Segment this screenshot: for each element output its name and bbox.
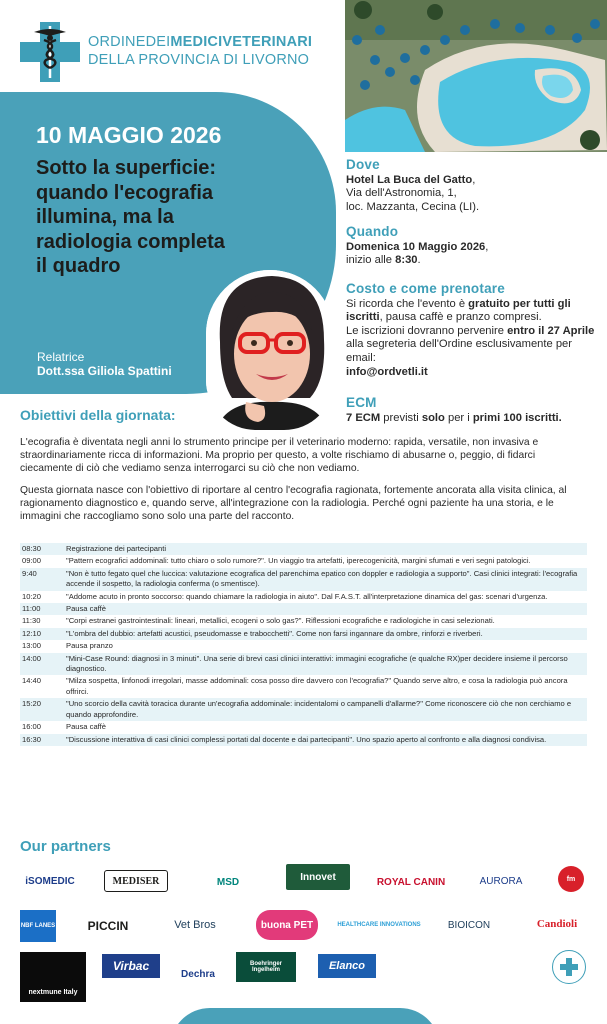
logo-line-1: ORDINEDEIMEDICIVETERINARI	[88, 34, 313, 50]
partner-logo-aurora: AURORA	[479, 875, 523, 887]
schedule-description: "L'ombra del dubbio: artefatti acustici, pseudomasse e trabocchetti". Come non farsi ingannare da ombre, rinforzi e riverberi.	[66, 628, 483, 638]
schedule-description: "Discussione interattiva di casi clinici complessi portati dal docente e dai partecipanti". Uno spazio aperto al confronto e alla diagnosi condivisa.	[66, 734, 547, 744]
obiettivi-paragraph-1: L'ecografia è diventata negli anni lo strumento principe per il veterinario moderno: rapida, versatile, non invasiva e straordinariamente ricca di informazioni. Ma proprio per questo, a volte rischiamo di abusarne o, peggio, di fidarci ciecamente di ciò che vediamo senza interrogarci su ciò che non vediamo.	[20, 437, 539, 474]
partner-logo-pets: fm	[558, 866, 584, 892]
schedule-time: 11:00	[22, 604, 41, 614]
schedule-description: "Milza sospetta, linfonodi irregolari, masse addominali: cosa posso dire davvero con l'ecografia?" Quando serve altro, e cosa la radiologia può ancora offrirci.	[66, 676, 568, 696]
partner-logo-piccin: PICCIN	[87, 919, 129, 933]
partner-logo-virbac: Virbac	[102, 954, 160, 978]
schedule-row	[20, 615, 587, 627]
partner-logo-elanco: Elanco	[318, 954, 376, 978]
schedule-time: 11:30	[22, 616, 41, 626]
obiettivi-heading: Obiettivi della giornata:	[20, 407, 176, 423]
schedule-row	[20, 591, 587, 603]
schedule-row	[20, 698, 587, 721]
schedule-row	[20, 568, 587, 591]
schedule-table	[20, 543, 587, 746]
speaker-name: Dott.ssa Giliola Spattini	[37, 364, 172, 378]
ecm-heading: ECM	[346, 395, 377, 410]
costo-paragraph-2: Le iscrizioni dovranno pervenire entro il 27 Aprile alla segreteria dell'Ordine esclusivamente per email:	[346, 324, 595, 364]
partners-heading: Our partners	[20, 838, 111, 855]
partner-logo-isomedic: iSOMEDIC	[25, 875, 75, 887]
event-day: Domenica 10 Maggio 2026	[346, 240, 486, 253]
schedule-time: 9:40	[22, 568, 37, 578]
venue-address-2: loc. Mazzanta, Cecina (LI).	[346, 200, 480, 213]
partner-logo-mediser: MEDISER	[104, 870, 168, 892]
ecm-section	[346, 396, 596, 425]
venue-address-1: Via dell'Astronomia, 1,	[346, 187, 457, 200]
schedule-time: 15:20	[22, 699, 42, 709]
quando-section: Quando Domenica 10 Maggio 2026, inizio alle 8:30.	[346, 225, 596, 268]
start-time: 8:30	[395, 254, 418, 267]
event-date: 10 MAGGIO 2026	[36, 122, 222, 148]
dove-section: Dove Hotel La Buca del Gatto, Via dell'Astronomia, 1, loc. Mazzanta, Cecina (LI).	[346, 158, 596, 214]
schedule-description: Registrazione dei partecipanti	[66, 544, 167, 553]
schedule-description: Pausa pranzo	[66, 641, 113, 651]
schedule-row	[20, 640, 587, 652]
ordine-seal-icon	[552, 950, 586, 984]
obiettivi-paragraph-2: Questa giornata nasce con l'obiettivo di riportare al centro l'ecografia ragionata, fortemente ancorata alla visita clinica, al ragionamento diagnostico e, quando serve, all'integrazione con la radiologia. Perché ogni paziente ha una storia, e le immagini che raccogliamo sono solo una parte del racconto.	[20, 485, 567, 522]
logo-line-2: DELLA PROVINCIA DI LIVORNO	[88, 52, 310, 68]
schedule-description: "Mini-Case Round: diagnosi in 3 minuti". Una serie di brevi casi clinici interattivi: immagini ecografiche (e qualche RX)per decidere insieme il percorso diagnostico.	[66, 653, 568, 674]
partner-logo-nextmune: nextmune Italy	[20, 952, 86, 1002]
schedule-description: Pausa caffè	[66, 722, 106, 732]
schedule-time: 16:30	[22, 734, 42, 744]
schedule-description: "Corpi estranei gastrointestinali: lineari, metallici, ecogeni o solo gas?". Riflessioni ecografiche e radiologiche in casi selezionati.	[66, 616, 495, 626]
schedule-description: "Addome acuto in pronto soccorso: quando chiamare la radiologia in aiuto". Dal F.A.S.T. all'interpretazione dinamica del gas: scenari d'urgenza.	[66, 591, 548, 601]
event-title: Sotto la superficie: quando l'ecografia illumina, ma la radiologia completa il quadro	[36, 157, 225, 277]
costo-section	[346, 282, 596, 379]
footer-panel	[170, 1008, 440, 1024]
partner-logo-healthcare-innovations: HEALTHCARE INNOVATIONS	[337, 922, 421, 928]
schedule-time: 16:00	[22, 722, 42, 732]
email-link[interactable]: info@ordvetli.it	[346, 365, 428, 378]
schedule-row	[20, 603, 587, 615]
schedule-description: Pausa caffè	[66, 604, 106, 614]
schedule-time: 14:00	[22, 653, 42, 663]
partner-logo-buona-pet: buona PET	[256, 910, 318, 940]
partner-logo-msd: MSD	[216, 876, 240, 888]
partner-logo-nbf-lanes: NBF LANES	[20, 910, 56, 942]
quando-heading: Quando	[346, 224, 399, 239]
hotel-pool-photo	[345, 0, 607, 152]
speaker-portrait	[206, 270, 334, 430]
partner-logo-royal-canin: ROYAL CANIN	[376, 876, 446, 888]
schedule-time: 12:10	[22, 628, 42, 638]
schedule-description: "Non è tutto fegato quel che luccica: valutazione ecografica del parenchima epatico con doppler e radiologia a supporto". Casi clinici integrati: l'ecografia accende il sospetto, la radiologia conferma (o smentisce).	[66, 568, 578, 589]
schedule-time: 10:20	[22, 591, 42, 601]
schedule-time: 08:30	[22, 544, 42, 553]
ordine-logo	[20, 18, 340, 82]
venue-name: Hotel La Buca del Gatto	[346, 173, 473, 186]
costo-paragraph-1: Si ricorda che l'evento è gratuito per tutti gli iscritti, pausa caffè e pranzo compresi.	[346, 297, 571, 324]
partner-logo-innovet: Innovet	[286, 864, 350, 890]
partner-logo-boehringer: Boehringer Ingelheim	[236, 952, 296, 982]
dove-heading: Dove	[346, 157, 380, 172]
schedule-row	[20, 653, 587, 676]
ecm-text: 7 ECM previsti solo per i primi 100 iscritti.	[346, 411, 562, 424]
partner-logo-candioli: Candioli	[536, 918, 578, 930]
schedule-description: "Pattern ecografici addominali: tutto chiaro o solo rumore?". Un viaggio tra artefatti, iperecogenicità, margini sfumati e veri segni patologici.	[66, 556, 531, 566]
schedule-row	[20, 628, 587, 640]
schedule-row	[20, 543, 587, 555]
schedule-time: 14:40	[22, 676, 42, 686]
costo-heading: Costo e come prenotare	[346, 281, 505, 296]
speaker-label: Relatrice	[37, 350, 85, 364]
schedule-row	[20, 555, 587, 567]
schedule-description: "Uno scorcio della cavità toracica durante un'ecografia addominale: incidentalomi o campanelli d'allarme?" Come riconoscere ciò che non cerchiamo e quando approfondire.	[66, 699, 572, 719]
partner-logo-dechra: Dechra	[181, 969, 215, 980]
schedule-time: 09:00	[22, 556, 42, 566]
schedule-row	[20, 675, 587, 698]
partner-logo-vet-bros: Vet Bros	[174, 919, 216, 931]
schedule-time: 13:00	[22, 641, 42, 651]
schedule-row	[20, 721, 587, 733]
schedule-row	[20, 734, 587, 746]
caduceus-cross-icon	[20, 22, 80, 82]
partner-logo-bioicon: BIOICON	[447, 919, 491, 931]
